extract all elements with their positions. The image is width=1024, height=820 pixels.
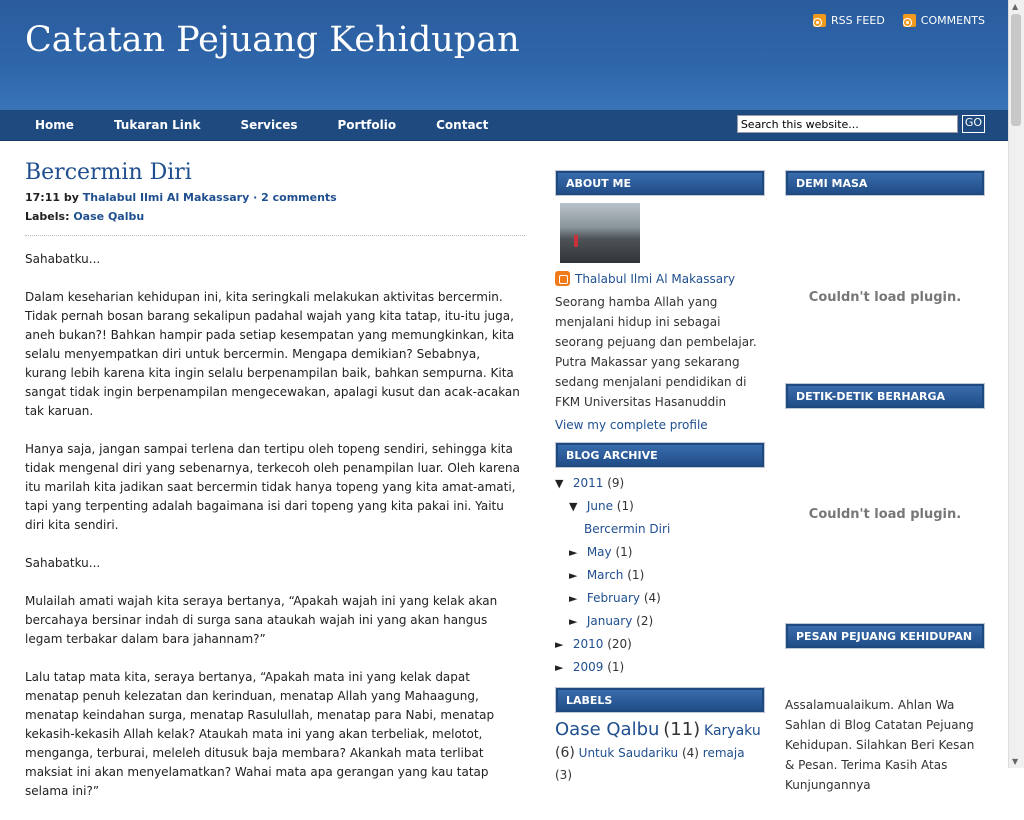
collapsed-toggle-icon[interactable]: ►	[569, 546, 578, 559]
archive-year-link[interactable]: 2011	[572, 476, 604, 490]
search-go-button[interactable]: GO	[962, 115, 985, 133]
archive-post	[555, 518, 765, 541]
page-scrollbar[interactable]	[1008, 0, 1024, 768]
label-link-remaja[interactable]: remaja	[702, 746, 745, 760]
nav-item-home[interactable]: Home	[35, 118, 74, 132]
archive-year-link[interactable]: 2010	[572, 637, 604, 651]
label-cloud	[555, 719, 765, 786]
archive-year-2010	[555, 633, 765, 656]
post-title[interactable]: Bercermin Diri	[25, 160, 192, 185]
search-form	[737, 115, 985, 133]
archive-count: (1)	[616, 499, 634, 513]
sidebar-primary	[555, 170, 765, 786]
archive-year-2009	[555, 656, 765, 679]
rss-feed-link[interactable]	[813, 14, 885, 27]
comments-feed-label: COMMENTS	[920, 14, 985, 27]
post-comments-link[interactable]: 2 comments	[261, 191, 337, 204]
pesan-text: Assalamualaikum. Ahlan Wa Sahlan di Blog Catatan Pejuang Kehidupan. Silahkan Beri Kesan & Pesan. Terima Kasih Atas Kunjungannya	[785, 698, 975, 792]
blog-archive-heading: BLOG ARCHIVE	[555, 442, 765, 468]
blog-post	[25, 160, 525, 820]
demi-masa-heading: DEMI MASA	[785, 170, 985, 196]
archive-count: (9)	[607, 476, 625, 490]
archive-month-june	[555, 495, 765, 518]
nav-item-tukaran-link[interactable]: Tukaran Link	[113, 118, 201, 132]
label-count: (11)	[663, 719, 701, 740]
post-paragraph: Mulailah amati wajah kita seraya bertanya, “Apakah wajah ini yang kelak akan bercahaya bersinar indah di surga sana ataukah wajah ini yang akan hangus legam terbakar dalam bara jahannam?”	[25, 594, 498, 646]
collapsed-toggle-icon[interactable]: ►	[569, 569, 578, 582]
archive-month-march	[555, 564, 765, 587]
nav-item-services[interactable]: Services	[240, 118, 298, 132]
label-link-karyaku[interactable]: Karyaku	[704, 723, 761, 739]
archive-month-january	[555, 610, 765, 633]
archive-post-link[interactable]: Bercermin Diri	[584, 522, 671, 536]
blogger-icon	[555, 271, 570, 286]
profile-name-link[interactable]: Thalabul Ilmi Al Makassary	[575, 271, 736, 286]
view-profile-link[interactable]: View my complete profile	[555, 418, 708, 432]
archive-count: (1)	[627, 568, 645, 582]
scroll-up-icon[interactable]: ▲	[1012, 2, 1019, 11]
archive-month-may	[555, 541, 765, 564]
scroll-down-icon[interactable]: ▼	[1012, 757, 1019, 766]
meta-separator: ·	[253, 191, 258, 204]
post-labels	[25, 210, 525, 223]
expanded-toggle-icon[interactable]: ▼	[569, 500, 578, 513]
nav-item-contact[interactable]: Contact	[436, 118, 489, 132]
archive-list	[555, 472, 765, 679]
post-meta	[25, 191, 525, 204]
pesan-heading: PESAN PEJUANG KEHIDUPAN	[785, 623, 985, 649]
plugin-error-message: Couldn't load plugin.	[808, 290, 962, 305]
label-link-untuk-saudariku[interactable]: Untuk Saudariku	[578, 746, 679, 760]
profile-photo[interactable]	[560, 203, 640, 263]
collapsed-toggle-icon[interactable]: ►	[569, 592, 578, 605]
site-title[interactable]: Catatan Pejuang Kehidupan	[25, 20, 520, 60]
rss-icon	[813, 14, 826, 27]
archive-month-link[interactable]: February	[586, 591, 641, 605]
post-divider	[25, 235, 525, 236]
archive-month-link[interactable]: June	[586, 499, 613, 513]
scroll-thumb[interactable]	[1011, 14, 1021, 126]
archive-year-2011	[555, 472, 765, 495]
post-label-link[interactable]: Oase Qalbu	[73, 210, 145, 223]
comments-feed-link[interactable]	[903, 14, 985, 27]
plugin-error-message: Couldn't load plugin.	[808, 507, 962, 522]
sidebar-secondary	[785, 170, 985, 795]
expanded-toggle-icon[interactable]: ▼	[555, 477, 564, 490]
archive-month-february	[555, 587, 765, 610]
labels-heading: LABELS	[555, 687, 765, 713]
post-author-link[interactable]: Thalabul Ilmi Al Makassary	[82, 191, 250, 204]
collapsed-toggle-icon[interactable]: ►	[569, 615, 578, 628]
archive-count: (4)	[643, 591, 661, 605]
label-count: (3)	[555, 768, 572, 782]
archive-count: (1)	[615, 545, 633, 559]
post-time: 17:11	[25, 191, 61, 204]
about-me-heading: ABOUT ME	[555, 170, 765, 196]
archive-count: (2)	[636, 614, 654, 628]
label-link-oase-qalbu[interactable]: Oase Qalbu	[555, 719, 660, 740]
about-text: Seorang hamba Allah yang menjalani hidup ini sebagai seorang pejuang dan pembelajar. Putra Makassar yang sekarang sedang menjalani pendidikan di FKM Universitas Hasanuddin	[555, 295, 757, 409]
labels-prefix: Labels:	[25, 210, 70, 223]
archive-month-link[interactable]: May	[586, 545, 612, 559]
collapsed-toggle-icon[interactable]: ►	[555, 661, 564, 674]
main-nav	[0, 110, 1009, 141]
post-paragraph: Sahabatku...	[25, 556, 101, 570]
archive-count: (20)	[607, 637, 632, 651]
archive-month-link[interactable]: January	[586, 614, 633, 628]
collapsed-toggle-icon[interactable]: ►	[555, 638, 564, 651]
detik-detik-heading: DETIK-DETIK BERHARGA	[785, 383, 985, 409]
label-count: (4)	[681, 746, 699, 760]
rss-feed-label: RSS FEED	[830, 14, 885, 27]
profile-name-row	[555, 271, 765, 286]
post-paragraph: Lalu tatap mata kita, seraya bertanya, “Apakah mata ini yang kelak dapat menatap penuh kelezatan dan kerinduan, menatap Allah yang Mahaagung, menatap keindahan surga, menatap Rasulullah, menatap para Nabi, menatap kekasih-kekasih Allah kelak? Ataukah mata ini yang akan terbeliak, melotot, menganga, terburai, meleleh ditusuk baja membara? Akankah mata terlibat maksiat ini akan menyelamatkan? Wahai mata apa gerangan yang kau tatap selama ini?”	[25, 670, 495, 798]
nav-item-portfolio[interactable]: Portfolio	[337, 118, 397, 132]
search-input[interactable]	[737, 115, 958, 133]
post-paragraph: Dalam keseharian kehidupan ini, kita seringkali melakukan aktivitas bercermin. Tidak pernah bosan barang sekalipun padahal wajah yang kita tatap, itu-itu juga, aneh bukan?! Bahkan hampir pada setiap kesempatan yang memungkinkan, kita selalu menyempatkan diri untuk bercermin. Mengapa demikian? Sebabnya, kurang lebih karena kita ingin selalu berpenampilan baik, bahkan sempurna. Kita sangat tidak ingin berpenampilan mengecewakan, apalagi kusut dan acak-acakan tak karuan.	[25, 290, 520, 418]
feed-links	[813, 14, 985, 27]
archive-month-link[interactable]: March	[586, 568, 624, 582]
post-paragraph: Hanya saja, jangan sampai terlena dan tertipu oleh topeng sendiri, sehingga kita tidak mengenal diri yang sebenarnya, terkecoh oleh penampilan luar. Oleh karena itu marilah kita jadikan saat bercermin tidak hanya topeng yang kita amat-amati, tapi yang terpenting adalah bagaimana isi dari topeng yang kita pakai ini. Yaitu diri kita sendiri.	[25, 442, 520, 532]
archive-count: (1)	[607, 660, 625, 674]
site-header	[0, 0, 1009, 110]
post-paragraph: Sahabatku...	[25, 252, 101, 266]
rss-icon	[903, 14, 916, 27]
archive-year-link[interactable]: 2009	[572, 660, 604, 674]
label-count: (6)	[555, 745, 575, 761]
post-by: by	[63, 191, 79, 204]
